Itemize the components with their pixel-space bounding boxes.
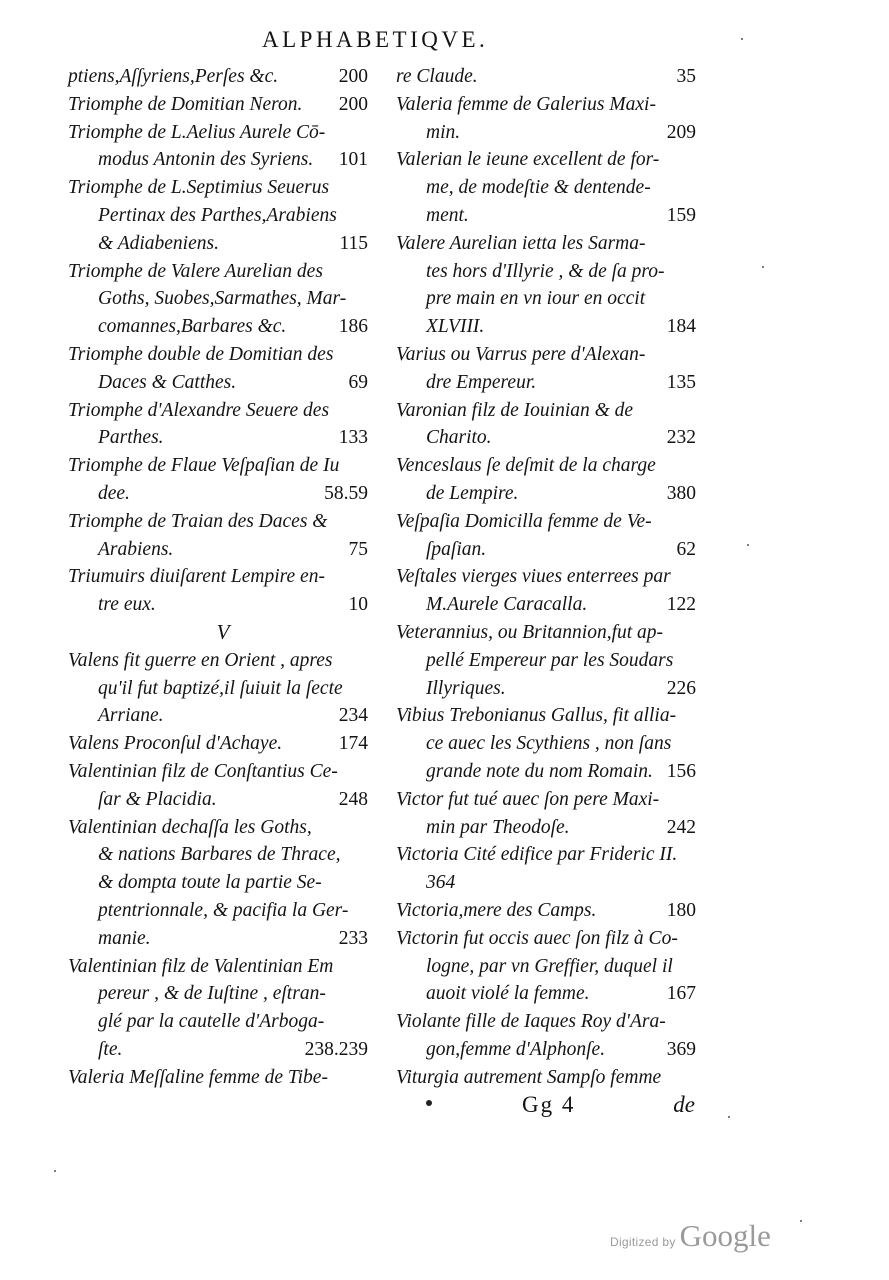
page-reference: 200 [338,66,368,87]
entry-line [68,730,368,758]
entry-text: Valens fit guerre en Orient , apres [68,649,333,671]
page-reference: 75 [348,538,368,560]
speck [747,544,749,546]
ink-dot [426,1100,432,1106]
speck [800,1220,802,1222]
entry-line [396,647,696,675]
entry-text: Victoria Cité edifice par Frideric II. [396,844,678,866]
entry-text: Triomphe de Traian des Daces & [68,510,328,532]
entry-text: Triomphe de Domitian Neron. [68,93,303,115]
index-entry [68,397,368,453]
entry-line [396,174,696,202]
entry-line [396,980,696,1008]
catchword: de [673,1092,695,1117]
entry-text: ment. [426,204,469,226]
google-logo: Google [679,1218,771,1253]
entry-text: dee. [98,482,130,504]
entry-line [68,341,368,369]
entry-text: Viturgia autrement Sampſo femme [396,1066,662,1088]
index-entry [68,563,368,619]
page-reference: 380 [666,482,696,504]
entry-line [396,730,696,758]
entry-line [68,980,368,1008]
entry-line [68,63,368,91]
entry-text: gon,femme d'Alphonſe. [426,1038,606,1060]
page-reference: 238.239 [304,1038,368,1060]
entry-line [396,452,696,480]
entry-text: Valeria femme de Galerius Maxi- [396,93,656,115]
index-entry [396,91,696,147]
index-entry [68,758,368,814]
entry-line [396,841,696,869]
entry-line [68,841,368,869]
entry-text: Triomphe de Valere Aurelian des [68,260,323,282]
entry-text: Veſpaſia Domicilla femme de Ve- [396,510,652,532]
index-entry [68,953,368,1064]
entry-text: Violante fille de Iaques Roy d'Ara- [396,1011,666,1033]
entry-line [68,258,368,286]
page-reference: 209 [666,121,696,143]
entry-line [396,397,696,425]
entry-line [396,675,696,703]
entry-line [68,702,368,730]
entry-text: Daces & Catthes. [98,371,237,393]
entry-line [68,480,368,508]
index-entry [68,119,368,175]
entry-line [396,258,696,286]
index-entry [396,1008,696,1064]
page-reference: 186 [338,316,368,338]
entry-text: Victor fut tué auec ſon pere Maxi- [396,788,660,810]
index-entry [396,63,696,91]
entry-line [396,285,696,313]
entry-line [396,869,696,897]
entry-line [68,953,368,981]
entry-text: grande note du nom Romain. [426,760,653,782]
entry-line [396,953,696,981]
entry-text: & Adiabeniens. [98,232,219,254]
entry-line [396,1064,696,1092]
entry-line [68,119,368,147]
index-entry [396,925,696,1008]
page-reference: 232 [666,427,696,449]
entry-text: Illyriques. [426,677,506,699]
entry-text: Valentinian dechaſſa les Goths, [68,816,312,838]
entry-text: Triomphe de Flaue Veſpaſian de Iu [68,455,340,477]
entry-line [396,91,696,119]
entry-line [68,1008,368,1036]
index-column-right [396,63,696,1091]
entry-text: Venceslaus ſe deſmit de la charge [396,455,656,477]
page-reference: 184 [666,316,696,338]
speck [728,1116,730,1118]
entry-line [68,1036,368,1064]
page-reference: 156 [666,760,696,782]
entry-line [396,146,696,174]
running-head: ALPHABETIQVE. [262,27,489,52]
index-entry [68,174,368,257]
entry-line [396,925,696,953]
index-entry [396,841,696,897]
speck [762,266,764,268]
entry-text: & dompta toute la partie Se- [98,872,322,894]
entry-text: ptiens,Aſſyriens,Perſes &c. [68,66,279,87]
entry-text: Valentinian filz de Valentinian Em [68,955,334,977]
entry-text: Triomphe double de Domitian des [68,343,334,365]
entry-line [68,536,368,564]
entry-text: de Lempire. [426,482,519,504]
entry-line [396,619,696,647]
entry-text: Valeria Meſſaline femme de Tibe- [68,1066,328,1088]
entry-text: Valerian le ieune excellent de for- [396,149,660,171]
entry-text: ptentrionnale, & pacifia la Ger- [98,899,349,921]
entry-text: me, de modeſtie & dentende- [426,177,651,199]
entry-line [68,869,368,897]
page-reference: 62 [676,538,696,560]
entry-line [68,675,368,703]
entry-text: Veſtales vierges viues enterrees par [396,566,671,588]
page-reference: 122 [666,594,696,616]
entry-text: Triumuirs diuiſarent Lempire en- [68,566,325,588]
index-entry [68,730,368,758]
entry-text: Veterannius, ou Britannion,fut ap- [396,621,664,643]
entry-text: Triomphe d'Alexandre Seuere des [68,399,330,421]
index-entry [68,452,368,508]
entry-text: Parthes. [98,427,164,449]
entry-line [396,563,696,591]
entry-line [396,424,696,452]
signature-mark: Gg 4 [522,1092,576,1117]
index-entry [396,786,696,842]
entry-text: manie. [98,927,151,949]
index-entry [68,341,368,397]
entry-text: Goths, Suobes,Sarmathes, Mar- [98,288,347,310]
entry-line [396,536,696,564]
index-entry [68,1064,368,1092]
entry-line [68,202,368,230]
entry-text: M.Aurele Caracalla. [426,594,588,616]
page-reference: 115 [339,232,368,254]
page-reference: 369 [666,1038,696,1060]
entry-line [68,285,368,313]
page-reference: 242 [666,816,696,838]
entry-text: qu'il fut baptizé,il ſuiuit la ſecte [98,677,343,699]
page-reference: 159 [666,204,696,226]
entry-line [68,786,368,814]
entry-line [396,508,696,536]
entry-text: XLVIII. [426,316,485,338]
page-reference: 234 [338,705,368,727]
entry-line [68,814,368,842]
index-column-left [68,63,368,1091]
entry-text: modus Antonin des Syriens. [98,149,314,171]
page-reference: 10 [348,594,368,616]
entry-line [68,313,368,341]
index-entry [396,397,696,453]
page-reference: 174 [338,733,368,755]
entry-line [68,174,368,202]
entry-text: Arriane. [98,705,164,727]
page-reference: 167 [666,983,696,1005]
entry-line [68,563,368,591]
entry-text: ſar & Placidia. [98,788,217,810]
entry-line [396,63,696,91]
entry-text: Valentinian filz de Conſtantius Ce- [68,760,338,782]
entry-line [68,508,368,536]
entry-text: pereur , & de Iuſtine , eſtran- [98,983,326,1005]
entry-line [68,397,368,425]
entry-line [68,369,368,397]
entry-text: Varius ou Varrus pere d'Alexan- [396,343,646,365]
entry-text: ſpaſian. [426,538,487,560]
entry-text: comannes,Barbares &c. [98,316,287,338]
index-entry [396,341,696,397]
index-entry [396,230,696,341]
entry-text: Vibius Trebonianus Gallus, fit allia- [396,705,677,727]
entry-text: Valere Aurelian ietta les Sarma- [396,232,646,254]
entry-text: auoit violé la femme. [426,983,590,1005]
page-reference: 248 [338,788,368,810]
index-entry [68,91,368,119]
page-reference: 133 [338,427,368,449]
entry-line [68,897,368,925]
entry-line [396,341,696,369]
entry-line [68,591,368,619]
entry-line [396,814,696,842]
entry-line [68,424,368,452]
entry-text: Victorin fut occis auec ſon filz à Co- [396,927,678,949]
index-entry [396,563,696,619]
index-entry [68,508,368,564]
entry-line [68,925,368,953]
index-entry [68,814,368,953]
entry-text: Charito. [426,427,492,449]
page-reference: 200 [338,93,368,115]
entry-text: ce auec les Scythiens , non ſans [426,733,672,755]
entry-text: tes hors d'Illyrie , & de ſa pro- [426,260,665,282]
entry-line [68,91,368,119]
page-reference: 135 [666,371,696,393]
entry-text: logne, par vn Greffier, duquel il [426,955,673,977]
entry-text: Triomphe de L.Aelius Aurele Cō- [68,121,326,143]
entry-text: 364 [426,872,456,894]
page-reference: 180 [666,899,696,921]
page-reference: 101 [338,149,368,171]
entry-text: min par Theodoſe. [426,816,570,838]
index-entry [396,702,696,785]
entry-text: Triomphe de L.Septimius Seuerus [68,177,330,199]
digitized-by-google-watermark [610,1218,771,1254]
entry-line [68,452,368,480]
entry-line [396,786,696,814]
entry-line [396,202,696,230]
entry-line [396,313,696,341]
entry-text: Pertinax des Parthes,Arabiens [98,204,337,226]
entry-line [396,702,696,730]
entry-line [396,897,696,925]
index-entry [68,647,368,730]
entry-text: min. [426,121,461,143]
section-letter: V [216,619,230,644]
entry-text: re Claude. [396,66,478,87]
page-reference: 233 [338,927,368,949]
entry-text: dre Empereur. [426,371,537,393]
watermark-prefix: Digitized by [610,1235,676,1249]
entry-text: & nations Barbares de Thrace, [98,844,341,866]
entry-line [396,1036,696,1064]
page-reference: 35 [676,66,696,87]
entry-text: Valens Proconſul d'Achaye. [68,733,283,755]
page-reference: 69 [348,371,368,393]
entry-line [396,1008,696,1036]
index-entry [396,146,696,229]
entry-text: ſte. [98,1038,123,1060]
page-reference: 226 [666,677,696,699]
entry-line [68,146,368,174]
index-entry [396,619,696,702]
speck [54,1170,56,1172]
entry-line [396,119,696,147]
index-entry [396,452,696,508]
entry-text: pre main en vn iour en occit [426,288,646,310]
entry-text: pellé Empereur par les Soudars [426,649,674,671]
index-entry [396,897,696,925]
entry-line [396,369,696,397]
entry-line [396,758,696,786]
entry-text: Varonian filz de Iouinian & de [396,399,634,421]
index-entry [396,1064,696,1092]
page-reference: 58.59 [324,482,368,504]
speck [741,38,743,40]
entry-text: glé par la cautelle d'Arboga- [98,1011,325,1033]
index-entry [68,258,368,341]
entry-line [396,230,696,258]
entry-line [68,1064,368,1092]
index-entry [396,508,696,564]
entry-line [396,591,696,619]
entry-line [68,647,368,675]
entry-line [396,480,696,508]
entry-text: tre eux. [98,594,156,616]
entry-line [68,230,368,258]
entry-line [68,758,368,786]
entry-text: Arabiens. [98,538,174,560]
entry-text: Victoria,mere des Camps. [396,899,597,921]
index-entry [68,63,368,91]
